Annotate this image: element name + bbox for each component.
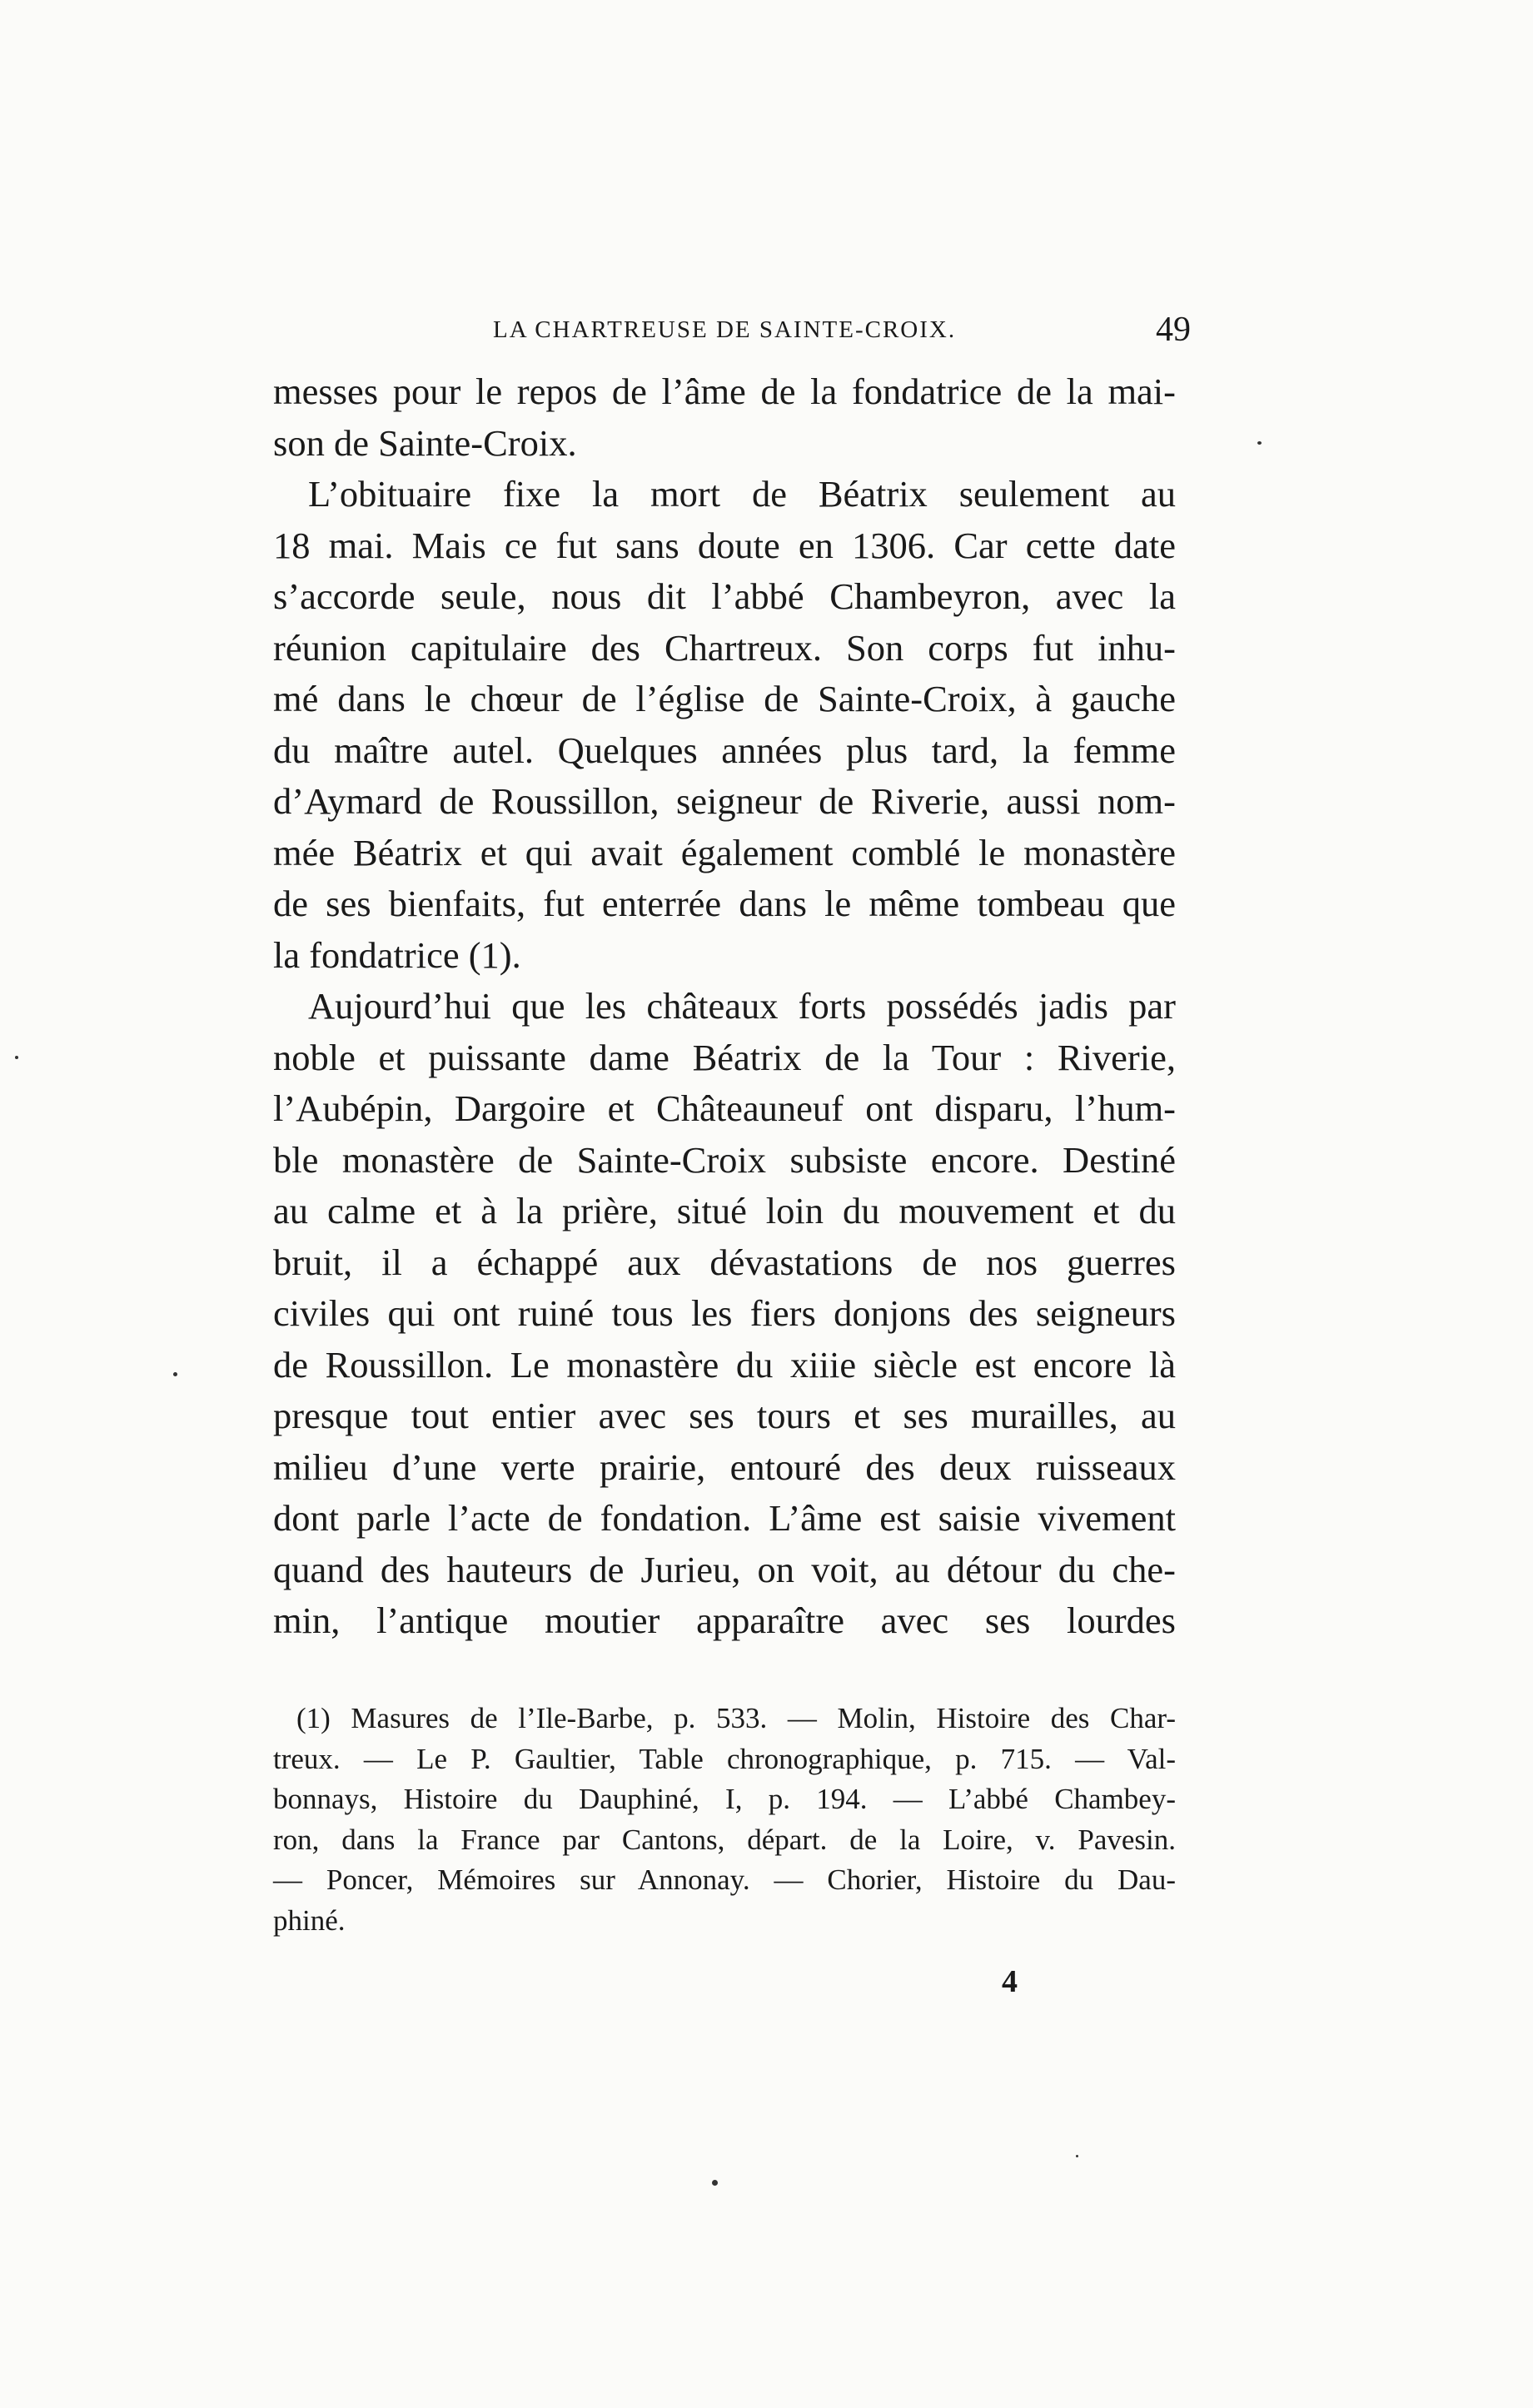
footnote-line: phiné. [273,1903,346,1937]
body-line: la fondatrice (1). [273,933,521,976]
footnote-line: treux. — Le P. Gaultier, Table chronographique, p. 715. — Val- [273,1742,1176,1775]
scan-speck [712,2180,718,2186]
body-line: de Roussillon. Le monastère du xiiie siècle est encore là [273,1343,1176,1386]
body-line: civiles qui ont ruiné tous les fiers donjons des seigneurs [273,1292,1176,1334]
signature-mark: 4 [1002,1964,1018,1999]
scan-speck [173,1372,177,1376]
body-line: d’Aymard de Roussillon, seigneur de Riverie, aussi nom- [273,780,1176,822]
running-title: LA CHARTREUSE DE SAINTE-CROIX. [493,316,957,343]
body-line: messes pour le repos de l’âme de la fondatrice de la mai- [273,371,1176,412]
body-line: son de Sainte-Croix. [273,421,577,464]
body-line: Aujourd’hui que les châteaux forts possédés jadis par [308,985,1176,1027]
body-text [273,366,1176,1647]
body-line: de ses bienfaits, fut enterrée dans le même tombeau que [273,883,1176,924]
running-head [275,311,1191,358]
body-line: quand des hauteurs de Jurieu, on voit, au détour du che- [273,1548,1176,1590]
scan-speck [1257,441,1262,445]
body-line: milieu d’une verte prairie, entouré des deux ruisseaux [273,1445,1176,1488]
body-line: l’Aubépin, Dargoire et Châteauneuf ont disparu, l’hum- [273,1087,1176,1129]
body-line: mée Béatrix et qui avait également comblé le monastère [273,831,1176,873]
footnote-line: ron, dans la France par Cantons, départ. de la Loire, v. Pavesin. [273,1823,1176,1856]
page-number: 49 [1156,311,1191,349]
body-line: 18 mai. Mais ce fut sans doute en 1306. Car cette date [273,524,1176,566]
footnote-line: — Poncer, Mémoires sur Annonay. — Chorier, Histoire du Dau- [273,1863,1176,1896]
body-line: du maître autel. Quelques années plus tard, la femme [273,729,1176,771]
body-line: min, l’antique moutier apparaître avec ses lourdes [273,1600,1176,1641]
body-line: presque tout entier avec ses tours et ses murailles, au [273,1395,1176,1436]
scan-speck [15,1056,18,1059]
body-line: noble et puissante dame Béatrix de la Tour : Riverie, [273,1036,1176,1078]
body-line: bruit, il a échappé aux dévastations de nos guerres [273,1241,1176,1283]
body-line: au calme et à la prière, situé loin du mouvement et du [273,1190,1176,1231]
footnotes [273,1699,1176,1941]
scan-speck [1076,2155,1078,2157]
body-line: ble monastère de Sainte-Croix subsiste encore. Destiné [273,1138,1176,1181]
footnote-line: (1) Masures de l’Ile-Barbe, p. 533. — Molin, Histoire des Char- [296,1702,1176,1734]
body-line: mé dans le chœur de l’église de Sainte-Croix, à gauche [273,678,1176,719]
body-line: dont parle l’acte de fondation. L’âme est saisie vivement [273,1497,1176,1539]
body-line: réunion capitulaire des Chartreux. Son corps fut inhu- [273,626,1176,669]
body-line: s’accorde seule, nous dit l’abbé Chambeyron, avec la [273,575,1176,617]
footnote-line: bonnays, Histoire du Dauphiné, I, p. 194. — L’abbé Chambey- [273,1783,1176,1815]
body-line: L’obituaire fixe la mort de Béatrix seulement au [308,473,1176,515]
